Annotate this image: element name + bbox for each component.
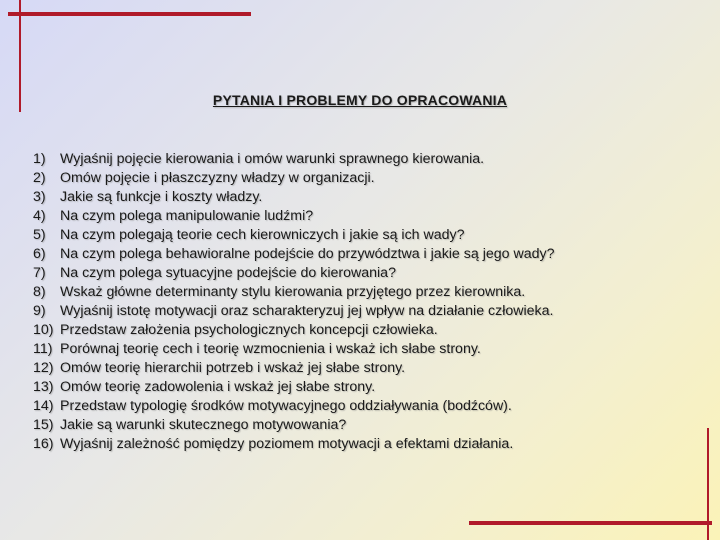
item-text: Wyjaśnij pojęcie kierowania i omów warunki sprawnego kierowania. [60,151,485,167]
list-item [33,359,693,378]
item-text: Omów teorię hierarchii potrzeb i wskaż jej słabe strony. [60,360,406,376]
item-text: Na czym polegają teorie cech kierowniczych i jakie są ich wady? [60,227,465,243]
question-list [33,150,693,454]
item-text: Jakie są warunki skutecznego motywowania? [60,417,347,433]
item-text: Przedstaw typologię środków motywacyjnego oddziaływania (bodźców). [60,398,512,414]
item-number: 16) [33,436,54,452]
item-number: 8) [33,284,46,300]
list-item [33,416,693,435]
item-number: 12) [33,360,54,376]
item-text: Na czym polega manipulowanie ludźmi? [60,208,314,224]
decorative-horizontal-line-bottom [469,521,712,525]
list-item [33,207,693,226]
item-text: Omów pojęcie i płaszczyzny władzy w organizacji. [60,170,375,186]
item-number: 2) [33,170,46,186]
list-item [33,188,693,207]
list-item [33,435,693,454]
page-title: PYTANIA I PROBLEMY DO OPRACOWANIA [212,92,508,108]
item-text: Wyjaśnij zależność pomiędzy poziomem motywacji a efektami działania. [60,436,514,452]
item-text: Porównaj teorię cech i teorię wzmocnienia i wskaż ich słabe strony. [60,341,481,357]
item-text: Na czym polega sytuacyjne podejście do kierowania? [60,265,396,281]
item-number: 13) [33,379,54,395]
list-item [33,397,693,416]
item-text: Na czym polega behawioralne podejście do przywództwa i jakie są jego wady? [60,246,555,262]
list-item [33,340,693,359]
item-number: 14) [33,398,54,414]
item-number: 9) [33,303,46,319]
item-number: 15) [33,417,54,433]
item-text: Przedstaw założenia psychologicznych koncepcji człowieka. [60,322,438,338]
item-number: 11) [33,341,53,357]
list-item [33,245,693,264]
item-number: 1) [33,151,46,167]
item-text: Wyjaśnij istotę motywacji oraz scharakteryzuj jej wpływ na działanie człowieka. [60,303,554,319]
item-number: 10) [33,322,54,338]
item-text: Wskaż główne determinanty stylu kierowania przyjętego przez kierownika. [60,284,526,300]
item-text: Omów teorię zadowolenia i wskaż jej słabe strony. [60,379,376,395]
list-item [33,264,693,283]
decorative-horizontal-line-top [8,12,251,16]
list-item [33,378,693,397]
list-item [33,302,693,321]
item-number: 3) [33,189,46,205]
item-number: 4) [33,208,46,224]
item-number: 5) [33,227,46,243]
list-item [33,321,693,340]
item-number: 7) [33,265,46,281]
list-item [33,226,693,245]
list-item [33,150,693,169]
item-number: 6) [33,246,46,262]
item-text: Jakie są funkcje i koszty władzy. [60,189,263,205]
list-item [33,283,693,302]
list-item [33,169,693,188]
